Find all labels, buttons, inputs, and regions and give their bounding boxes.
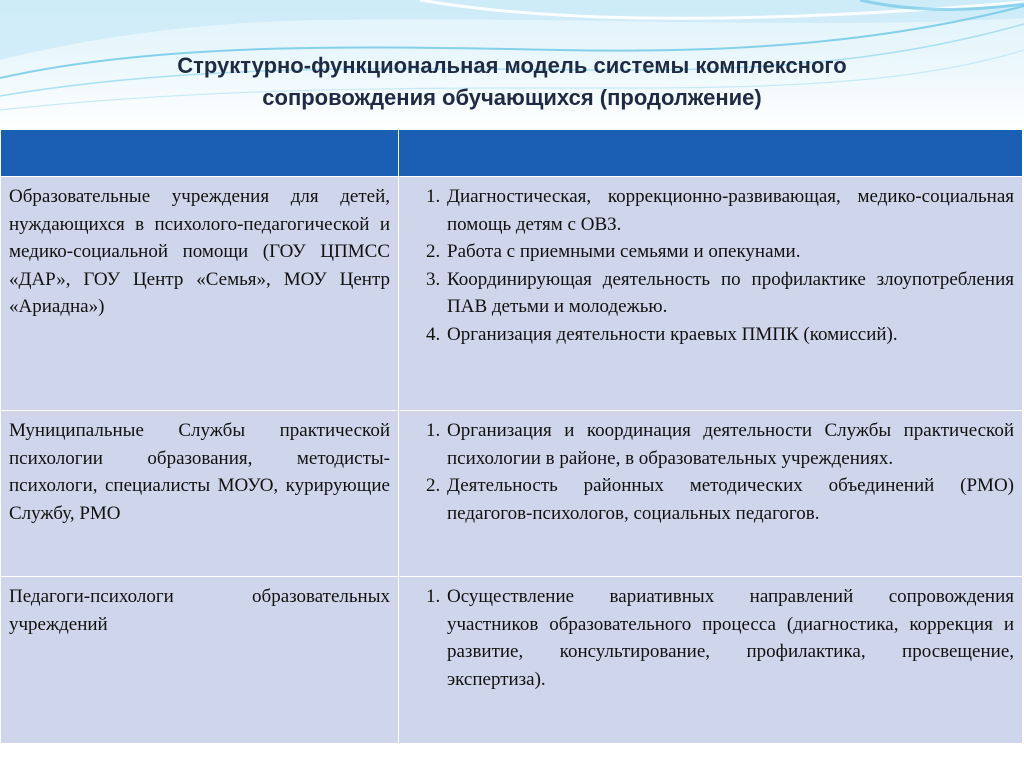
subject-cell [1, 411, 399, 577]
subject-text: Муниципальные Службы практической психологии образования, методисты-психологи, специалисты МОУО, курирующие Службу, РМО [9, 420, 390, 524]
function-item: 3. Координирующая деятельность по профилактике злоупотребления ПАВ детьми и молодежью. [445, 266, 1014, 321]
table-row [1, 577, 1023, 744]
functions-list [399, 577, 1022, 693]
functions-cell [399, 577, 1023, 744]
function-item: 4. Организация деятельности краевых ПМПК (комиссий). [445, 321, 1014, 349]
subject-text: Педагоги-психологи образовательных учреждений [9, 586, 390, 635]
slide-title-line-1: Структурно-функциональная модель системы комплексного [177, 53, 847, 78]
functions-cell [399, 177, 1023, 411]
table-row [1, 411, 1023, 577]
slide-title [0, 50, 1024, 114]
table-header-row [1, 130, 1023, 177]
function-item: 2. Деятельность районных методических объединений (РМО) педагогов-психологов, социальных педагогов. [445, 472, 1014, 527]
function-item: 1. Диагностическая, коррекционно-развивающая, медико-социальная помощь детям с ОВЗ. [445, 183, 1014, 238]
function-item: 1. Организация и координация деятельности Службы практической психологии в районе, в образовательных учреждениях. [445, 417, 1014, 472]
slide-title-line-2: сопровождения обучающихся (продолжение) [262, 85, 762, 110]
subject-cell [1, 177, 399, 411]
function-item: 1. Осуществление вариативных направлений сопровождения участников образовательного процесса (диагностика, коррекция и развитие, консультирование, профилактика, просвещение, экспертиза). [445, 583, 1014, 693]
header-cell-subject [1, 130, 399, 177]
subject-cell [1, 577, 399, 744]
function-item: 2. Работа с приемными семьями и опекунами. [445, 238, 1014, 266]
functions-list [399, 411, 1022, 527]
functions-cell [399, 411, 1023, 577]
model-table [0, 129, 1023, 744]
table-row [1, 177, 1023, 411]
header-cell-functions [399, 130, 1023, 177]
subject-text: Образовательные учреждения для детей, нуждающихся в психолого-педагогической и медико-социальной помощи (ГОУ ЦПМСС «ДАР», ГОУ Центр «Семья», МОУ Центр «Ариадна») [9, 186, 390, 317]
functions-list [399, 177, 1022, 348]
